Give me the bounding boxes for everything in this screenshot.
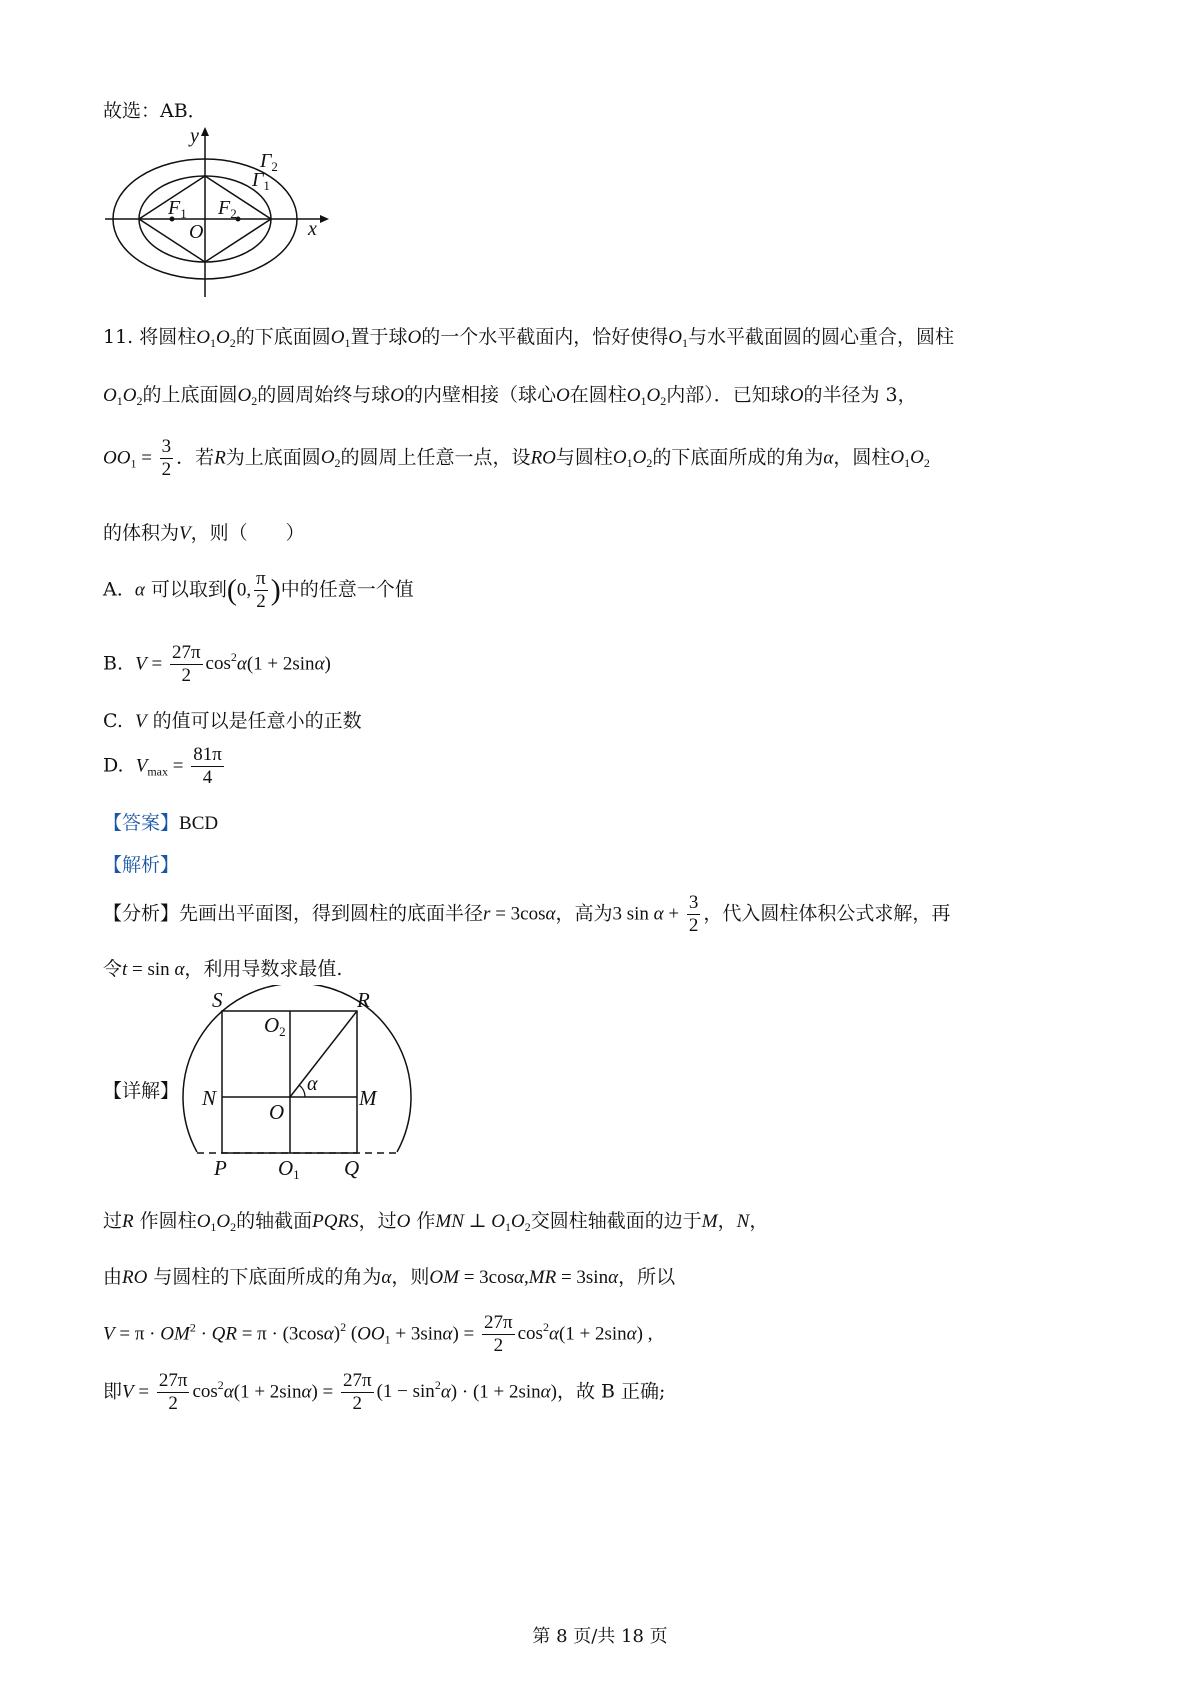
f2-label: F: [218, 197, 231, 219]
label-s: S: [212, 988, 223, 1012]
fenxi-line-2: 令t = sin α，利用导数求最值.: [103, 958, 343, 980]
option-c: C. V 的值可以是任意小的正数: [103, 710, 362, 732]
answer-value: BCD: [179, 813, 219, 834]
question-line-4: 的体积为V，则（ ）: [103, 522, 305, 544]
option-b: B. V = $\frac{27\pi}{2}$ $\cos^2\alpha(1 + 2\sin\alpha)$: [103, 642, 331, 686]
svg-text:Γ2: $\Gamma_2$: [260, 150, 278, 174]
option-d: D. $V_{max}$ = $\frac{81\pi}{4}$: [103, 744, 222, 788]
label-n: N: [202, 1086, 217, 1110]
segment-or: [290, 1011, 357, 1097]
solution-line-3: $V = \pi \cdot OM^2$ · QR = $\pi \cdot (3\cos\alpha)^2$ $(OO_1 + 3\sin\alpha)$ = $\frac{27\pi}{2}$ $\cos^2\alpha(1 + 2\sin\alpha)$ ,: [103, 1312, 653, 1356]
previous-answer-line: 故选：AB．: [103, 100, 207, 122]
xiangjie-tag: 【详解】: [103, 1080, 180, 1102]
x-label: x: [308, 218, 317, 240]
gamma2-label: Γ: [260, 150, 272, 172]
y-label: y: [190, 125, 199, 147]
label-alpha: α: [307, 1073, 318, 1095]
origin-label: O: [189, 221, 204, 243]
label-o1: O: [278, 1156, 294, 1180]
label-o2: O: [264, 1013, 280, 1037]
label-o: O: [269, 1100, 285, 1124]
svg-text:O2: O2: [264, 1013, 286, 1039]
fenxi-line-1: 【分析】先画出平面图，得到圆柱的底面半径r = 3cosα，高为3 sin α + $\frac{3}{2}$ ，代入圆柱体积公式求解，再: [103, 892, 951, 936]
f1-label: F: [168, 197, 181, 219]
label-q: Q: [344, 1156, 360, 1180]
analysis-heading: 【解析】: [103, 854, 180, 876]
cylinder-section-figure: [172, 985, 422, 1185]
solution-line-4: 即V = $\frac{27\pi}{2}$ $\cos^2\alpha(1 + 2\sin\alpha)$ = $\frac{27\pi}{2}$ $(1 - \sin^2\alpha) \cdot (1 + 2\sin\alpha)$，故 B 正确;: [103, 1370, 666, 1414]
gamma1-label: Γ: [252, 169, 264, 191]
question-line-3: $OO_1$ = $\frac{3}{2}$ ．若R为上底面圆$O_2$的圆周上任意一点，设RO与圆柱$O_1O_2$的下底面所成的角为α，圆柱$O_1O_2$: [103, 436, 930, 480]
option-a: A. α 可以取到(0, $\frac{\pi}{2}$ )中的任意一个值: [103, 568, 414, 612]
svg-text:O1: O1: [278, 1156, 300, 1182]
svg-text:F1: $F_1$: [168, 197, 187, 221]
solution-line-2: 由RO 与圆柱的下底面所成的角为α，则OM = 3cosα,MR = 3sinα，所以: [103, 1266, 676, 1288]
label-m: M: [359, 1086, 377, 1110]
page-footer: 第 8 页/共 18 页: [532, 1626, 668, 1647]
question-line-1: 11. 将圆柱$O_1O_2$的下底面圆$O_1$置于球O的一个水平截面内，恰好使得$O_1$与水平截面圆的圆心重合，圆柱: [103, 326, 955, 350]
svg-text:Γ1: $\Gamma_1$: [252, 169, 270, 193]
question-line-2: $O_1O_2$的上底面圆$O_2$的圆周始终与球O的内壁相接（球心O在圆柱$O_1O_2$内部）．已知球O的半径为 3，: [103, 384, 917, 408]
answer-tag: 【答案】: [103, 812, 180, 834]
label-r: R: [357, 988, 370, 1012]
answer-line: [103, 808, 218, 835]
svg-text:F2: $F_2$: [218, 197, 237, 221]
solution-line-1: 过R 作圆柱$O_1O_2$的轴截面PQRS，过O 作MN ⊥ $O_1O_2$交圆柱轴截面的边于M，N，: [103, 1210, 769, 1234]
angle-alpha-arc: [299, 1085, 305, 1097]
ellipse-figure: [95, 122, 335, 302]
label-p: P: [214, 1156, 227, 1180]
